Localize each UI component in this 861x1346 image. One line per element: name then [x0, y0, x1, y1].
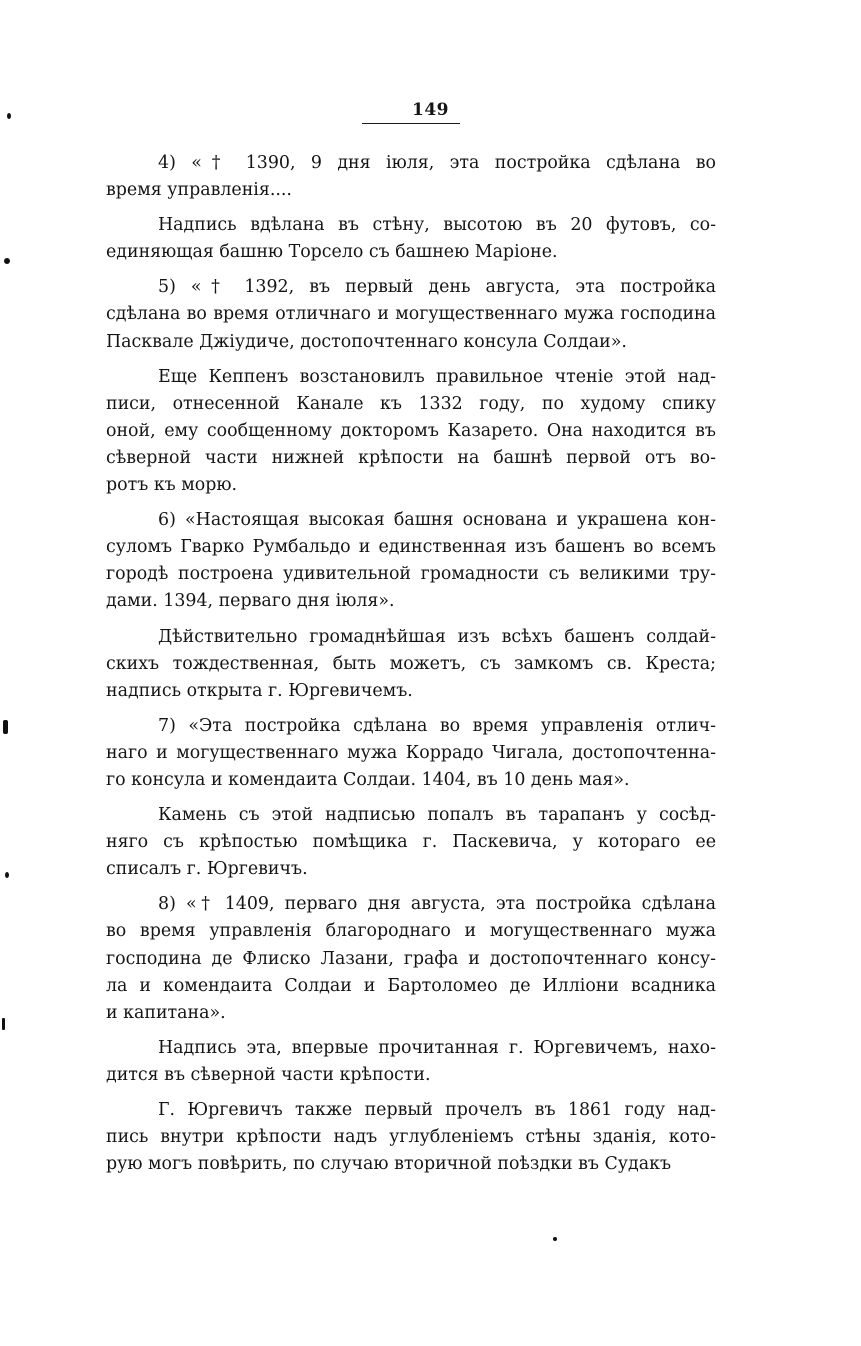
text-line: дами. 1394, перваго дня іюля». — [106, 591, 395, 612]
paragraph — [106, 274, 716, 355]
text-line: 5) «† 1392, въ первый день августа, эта постройка — [158, 277, 716, 298]
text-line: скихъ тождественная, быть можетъ, съ замкомъ св. Креста; — [106, 653, 716, 674]
text-line: оной, ему сообщенному докторомъ Казарето. Она находится въ — [106, 420, 716, 441]
text-line: 4) «† 1390, 9 дня іюля, эта постройка сдѣлана во — [158, 153, 716, 173]
paragraph-gap — [106, 204, 716, 212]
text-line: 8) «† 1409, перваго дня августа, эта постройка сдѣлана — [158, 894, 716, 915]
paragraph-gap — [106, 356, 716, 364]
text-line: суломъ Гварко Румбальдо и единственная изъ башенъ во всемъ — [106, 537, 716, 558]
paragraph-gap — [106, 1027, 716, 1035]
text-line: единяющая башню Торсело съ башнею Маріоне. — [106, 242, 558, 263]
text-line: 6) «Настоящая высокая башня основана и украшена кон- — [158, 510, 716, 531]
text-line: сдѣлана во время отличнаго и могущественнаго мужа господина — [106, 304, 716, 325]
text-line: пись внутри крѣпости надъ углубленіемъ стѣны зданія, кото- — [106, 1127, 716, 1148]
paragraph-gap — [106, 1089, 716, 1097]
page-number: 149 — [412, 100, 449, 120]
text-line: Камень съ этой надписью попалъ въ тарапанъ у сосѣд- — [158, 805, 716, 826]
paragraph — [106, 150, 716, 204]
paragraph-gap — [106, 499, 716, 507]
text-line: время управленія.... — [106, 180, 292, 201]
text-line: няго съ крѣпостью помѣщика г. Паскевича, у котораго ее — [106, 832, 716, 853]
paragraph-gap — [106, 705, 716, 713]
paragraph — [106, 713, 716, 794]
paragraph-gap — [106, 616, 716, 624]
text-line: Дѣйствительно громаднѣйшая изъ всѣхъ башенъ солдай- — [158, 626, 716, 647]
body-text — [106, 150, 716, 1178]
text-line: дится въ сѣверной части крѣпости. — [106, 1064, 431, 1085]
text-line: ротъ къ морю. — [106, 475, 238, 496]
text-line: господина де Флиско Лазани, графа и достопочтеннаго консу- — [106, 948, 716, 969]
margin-speck — [5, 872, 9, 878]
paragraph — [106, 507, 716, 615]
text-line: Еще Кеппенъ возстановилъ правильное чтеніе этой над- — [158, 366, 716, 387]
paragraph-gap — [106, 883, 716, 891]
text-line: наго и могущественнаго мужа Коррадо Чигала, достопочтенна- — [106, 742, 716, 763]
text-line: и капитана». — [106, 1002, 226, 1023]
margin-speck — [2, 1018, 5, 1030]
text-line: надпись открыта г. Юргевичемъ. — [106, 680, 413, 701]
text-line: Надпись эта, впервые прочитанная г. Юргевичемъ, нахо- — [158, 1037, 716, 1058]
margin-speck — [3, 720, 8, 734]
paragraph-gap — [106, 266, 716, 274]
paragraph — [106, 212, 716, 266]
margin-speck — [4, 258, 10, 264]
paragraph — [106, 802, 716, 883]
text-line: Пасквале Джіудиче, достопочтеннаго консула Солдаи». — [106, 331, 627, 352]
text-line: списалъ г. Юргевичъ. — [106, 859, 308, 880]
text-line: сѣверной части нижней крѣпости на башнѣ первой отъ во- — [106, 447, 716, 468]
paragraph-gap — [106, 794, 716, 802]
text-line: городѣ построена удивительной громадности съ великими тру- — [106, 564, 716, 585]
paragraph — [106, 1035, 716, 1089]
text-line: Г. Юргевичъ также первый прочелъ въ 1861 году над- — [158, 1100, 716, 1120]
paragraph — [106, 891, 716, 1026]
text-line: рую могъ повѣрить, по случаю вторичной поѣздки въ Судакъ — [106, 1154, 672, 1175]
text-line: Надпись вдѣлана въ стѣну, высотою въ 20 футовъ, со- — [158, 215, 716, 236]
text-line: писи, отнесенной Канале къ 1332 году, по худому спику — [106, 393, 716, 414]
paragraph — [106, 1097, 716, 1178]
text-line: го консула и комендаита Солдаи. 1404, въ 10 день мая». — [106, 769, 630, 790]
margin-speck — [553, 1237, 557, 1241]
margin-speck — [7, 113, 11, 119]
paragraph — [106, 364, 716, 499]
text-line: ла и комендаита Солдаи и Бартоломео де Иллioни всадника — [106, 975, 716, 996]
paragraph — [106, 624, 716, 705]
header-rule — [362, 123, 460, 124]
text-line: 7) «Эта постройка сдѣлана во время управленія отлич- — [158, 715, 716, 736]
text-line: во время управленія благороднаго и могущественнаго мужа — [106, 921, 716, 942]
